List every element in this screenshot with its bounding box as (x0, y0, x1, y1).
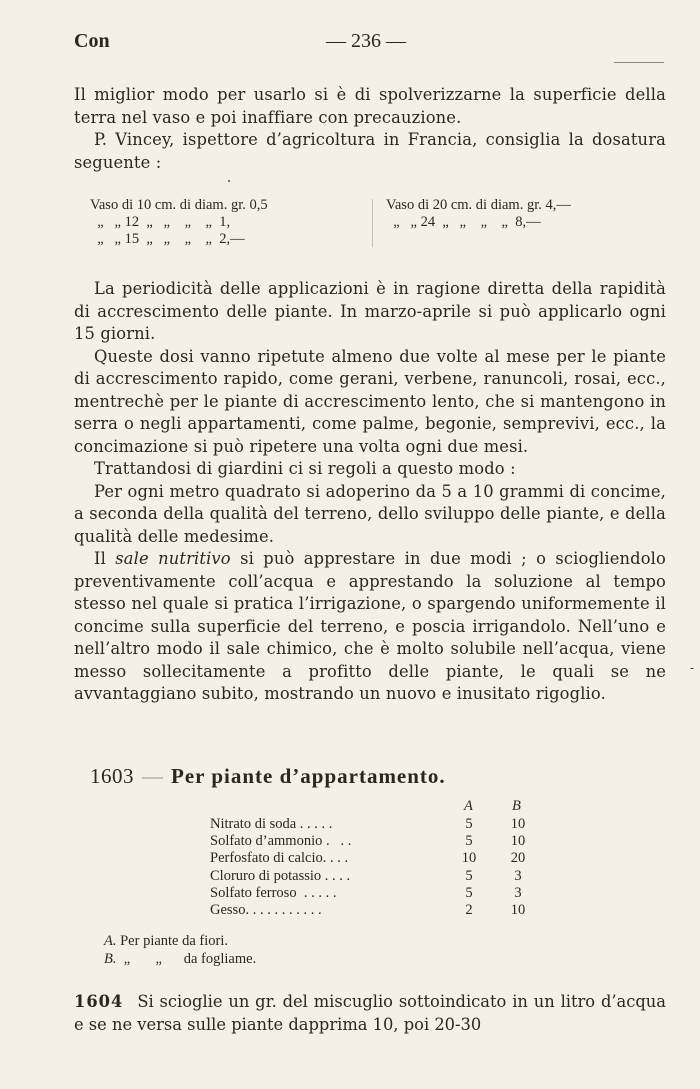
dosage-row: Vaso di 20 cm. di diam. gr. 4,— (386, 197, 571, 213)
table-row (210, 868, 550, 885)
dosage-row: Vaso di 10 cm. di diam. gr. 0,5 (90, 197, 268, 213)
ingredient-name: Gesso. . . . . . . . . . . (210, 901, 322, 918)
legend-a (104, 933, 256, 951)
value-b: 3 (514, 884, 522, 901)
recipe-table (210, 798, 550, 919)
paragraph-usage: Il miglior modo per usarlo si è di spolverizzarne la superficie della terra nel vaso e poi inaffiare con precauzione. (74, 85, 666, 127)
dosage-divider (372, 199, 373, 247)
dosage-row: „ „ 24 „ „ „ „ 8,— (386, 214, 541, 230)
margin-mark: - (690, 661, 695, 675)
value-b: 10 (510, 816, 526, 832)
body-text (74, 278, 666, 706)
value-a: 5 (465, 867, 473, 884)
section-number: 1603 (90, 764, 134, 788)
dosage-left-column (90, 197, 268, 248)
value-b: 10 (510, 901, 526, 918)
table-row (210, 833, 550, 850)
section-1603-heading (90, 764, 446, 789)
paragraph-vincey: P. Vincey, ispettore d’agricoltura in Francia, consiglia la dosatura seguente : (74, 130, 666, 172)
page-number: — 236 — (326, 30, 406, 52)
text-run: Il (94, 549, 116, 568)
intro-text (74, 84, 666, 174)
section-number: 1604 (74, 992, 124, 1011)
legend-key: A. (104, 933, 117, 949)
section-dash: — (142, 764, 163, 788)
table-row (210, 885, 550, 902)
value-b: 10 (510, 833, 526, 850)
column-b-header: B (512, 798, 521, 814)
dosage-row: „ „ 12 „ „ „ „ 1, (90, 214, 231, 230)
header-rule (614, 62, 664, 63)
legend-text: Per piante da fiori. (116, 933, 229, 949)
print-speck (228, 180, 230, 182)
ingredient-name: Cloruro di potassio . . . . (210, 867, 351, 884)
text-run: si può apprestare in due modi ; o sciogliendolo preventivamente coll’acqua e apprestando la soluzione al tempo stesso nel quale si pratica l’irrigazione, o spargendo uniformemente il concime sulla superficie del terreno, e poscia irrigandolo. Nell’uno e nell’altro modo il sale chimico, che è molto solubile nell’acqua, viene messo sollecitamente a profitto delle piante, le quali se ne avvantaggiano subito, mostrando un nuovo e inusitato rigoglio. (74, 549, 666, 703)
ingredient-name: Nitrato di soda . . . . . (210, 816, 333, 832)
ingredient-name: Solfato ferroso . . . . . (210, 884, 337, 901)
value-a: 5 (465, 884, 473, 901)
dosage-row: „ „ 15 „ „ „ „ 2,— (90, 231, 245, 247)
value-a: 5 (465, 833, 473, 850)
section-1604-text (74, 990, 666, 1036)
ingredient-name: Perfosfato di calcio. . . . (210, 850, 349, 867)
table-row (210, 850, 550, 867)
paragraph-periodicity: La periodicità delle applicazioni è in ragione diretta della rapidità di accrescimento delle piante. In marzo-aprile si può applicarlo ogni 15 giorni. (74, 279, 666, 343)
value-b: 20 (510, 850, 526, 867)
paragraph-gardens: Trattandosi di giardini ci si regoli a questo modo : (94, 459, 516, 478)
running-header (74, 30, 664, 60)
recipe-table-header (210, 798, 550, 816)
dosage-right-column (386, 197, 571, 231)
table-row (210, 902, 550, 919)
section-body: Si scioglie un gr. del miscuglio sottoindicato in un litro d’acqua e se ne versa sulle piante dapprima 10, poi 20-30 (74, 992, 666, 1034)
value-a: 10 (461, 850, 477, 867)
legend-key: B. (104, 950, 117, 967)
value-a: 2 (465, 901, 473, 918)
ingredient-name: Solfato d’ammonio . . . (210, 833, 352, 850)
header-keyword: Con (74, 30, 110, 52)
value-b: 3 (514, 867, 522, 884)
table-legend (104, 933, 256, 968)
value-a: 5 (465, 816, 473, 832)
legend-b (104, 951, 256, 969)
paragraph-doses: Queste dosi vanno ripetute almeno due volte al mese per le piante di accrescimento rapido, come gerani, verbene, ranuncoli, rosai, ecc., mentrechè per le piante di accrescimento lento, che si mantengono in serra o negli appartamenti, come palme, begonie, semprevivi, ecc., la concimazione si può ripetere una volta ogni due mesi. (74, 346, 666, 456)
paragraph-per-square-metre: Per ogni metro quadrato si adoperino da 5 a 10 grammi di concime, a seconda della qualità del terreno, dello sviluppo delle piante, e della qualità delle medesime. (74, 481, 666, 546)
paragraph-sale-nutritivo (74, 548, 666, 706)
section-title: Per piante d’appartamento. (171, 764, 446, 788)
italic-term: sale nutritivo (115, 549, 231, 568)
legend-text: „ „ da fogliame. (116, 950, 257, 967)
table-row (210, 816, 550, 833)
column-a-header: A (464, 798, 473, 814)
